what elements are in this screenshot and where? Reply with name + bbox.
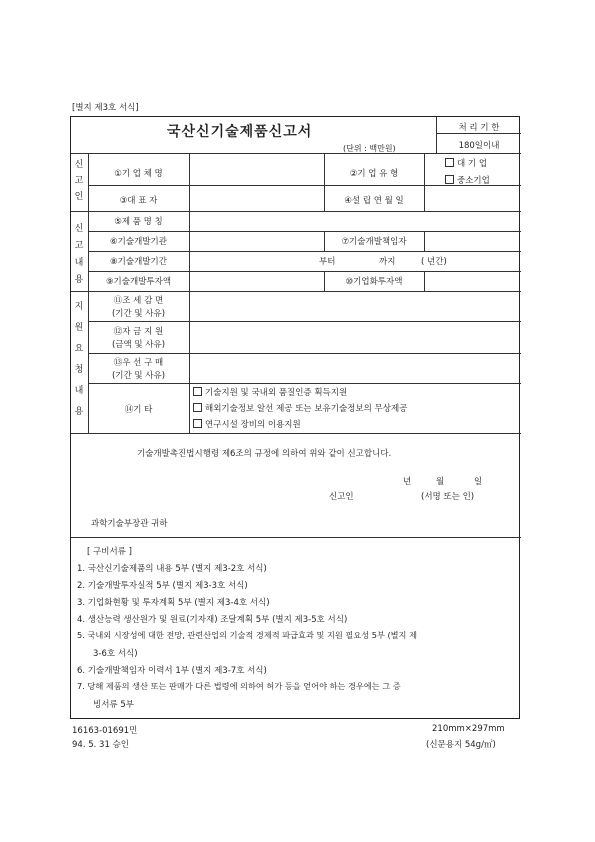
document-item: 7. 당해 제품의 생산 또는 판매가 다른 법령에 의하여 허가 등을 얻어야 하는 경우에는 그 증 bbox=[77, 681, 401, 691]
note-priority-purchase: (기간 및 사유) bbox=[111, 371, 166, 381]
option-tech-support-label: 기술지원 및 국내외 품질인증 획득지원 bbox=[205, 388, 348, 398]
document-item: 6. 기술개발책임자 이력서 1부 (별지 제3-7호 서식) bbox=[77, 666, 267, 676]
section-support-text: 지원요청내용 bbox=[74, 302, 84, 417]
section-reporter bbox=[71, 153, 87, 211]
date-month: 월 bbox=[436, 477, 445, 487]
unit-label: (단위 : 백만원) bbox=[343, 144, 396, 153]
deadline-label: 처 리 기 한 bbox=[458, 123, 500, 133]
label-funding: ⑫자 금 지 원 bbox=[113, 327, 164, 337]
deadline-value: 180일이내 bbox=[458, 141, 500, 151]
checkbox[interactable] bbox=[193, 419, 202, 428]
label-company-type: ②기 업 유 형 bbox=[349, 169, 399, 179]
document-item: 3. 기업화현황 및 투자계획 5부 (별지 제3-4호 서식) bbox=[77, 598, 270, 608]
period-years: ( 년간) bbox=[421, 257, 447, 267]
option-info-provision[interactable] bbox=[193, 402, 407, 414]
addressee: 과학기술부장관 귀하 bbox=[91, 519, 168, 529]
label-priority-purchase: ⑬우 선 구 매 bbox=[113, 358, 164, 368]
label-dev-manager: ⑦기술개발책임자 bbox=[341, 237, 407, 247]
label-company-name: ①기 업 체 명 bbox=[114, 169, 163, 179]
footer-approval-date: 94. 5. 31 승인 bbox=[72, 740, 129, 750]
date-day: 일 bbox=[474, 477, 483, 487]
note-tax-reduction: (기간 및 사유) bbox=[111, 309, 166, 319]
period-from: 부터 bbox=[319, 257, 336, 267]
option-info-provision-label: 해외기술정보 알선 제공 또는 보유기술정보의 무상제공 bbox=[205, 404, 408, 414]
declaration-text: 기술개발촉진법시행령 제6조의 규정에 의하여 위와 같이 신고합니다. bbox=[137, 449, 392, 459]
report-form-table bbox=[70, 116, 520, 719]
label-developer: ⑥기술개발기관 bbox=[110, 237, 167, 247]
footer-paper-size: 210mm×297mm bbox=[432, 724, 505, 734]
label-commercial-investment: ⑩기업화투자액 bbox=[345, 277, 403, 287]
section-details-text: 신고내용 bbox=[74, 224, 84, 285]
checkbox[interactable] bbox=[193, 403, 202, 412]
document-item: 빙서류 5부 bbox=[93, 700, 134, 710]
signer-sign: (서명 또는 인) bbox=[421, 492, 475, 502]
option-sme[interactable] bbox=[445, 174, 490, 186]
label-tax-reduction: ⑪조 세 감 면 bbox=[113, 296, 164, 306]
date-year: 년 bbox=[403, 477, 412, 487]
document-item: 2. 기술개발투자실적 5부 (별지 제3-3호 서식) bbox=[77, 581, 248, 591]
checkbox[interactable] bbox=[445, 158, 454, 167]
footer-paper-type: (신문용지 54g/㎡) bbox=[426, 740, 496, 750]
label-product-name: ⑤제 품 명 칭 bbox=[114, 217, 163, 227]
documents-header: [ 구비서류 ] bbox=[87, 547, 132, 557]
form-number: [별지 제3호 서식] bbox=[72, 103, 139, 113]
option-sme-label: 중소기업 bbox=[457, 176, 490, 186]
document-item: 5. 국내외 시장성에 대한 전망, 관련산업의 기술적 경제적 파급효과 및 지원 필요성 5부 (별지 제 bbox=[77, 630, 417, 640]
checkbox[interactable] bbox=[193, 387, 202, 396]
period-to: 까지 bbox=[379, 257, 396, 267]
form-title: 국산신기술제품신고서 bbox=[167, 124, 313, 140]
option-tech-support[interactable] bbox=[193, 386, 347, 398]
checkbox[interactable] bbox=[445, 175, 454, 184]
document-item: 3-6호 서식) bbox=[93, 649, 138, 659]
label-other: ⑭기 타 bbox=[124, 405, 153, 415]
section-reporter-text: 신고인 bbox=[74, 160, 84, 202]
section-details bbox=[71, 211, 87, 291]
option-large-company[interactable] bbox=[445, 157, 487, 169]
label-dev-period: ⑧기술개발기간 bbox=[110, 257, 167, 267]
label-representative: ③대 표 자 bbox=[119, 196, 158, 206]
footer-approval-number: 16163-01691민 bbox=[72, 726, 138, 736]
signer-label: 신고인 bbox=[329, 492, 354, 502]
option-facility-support[interactable] bbox=[193, 418, 301, 430]
document-item: 4. 생산능력 생산원가 및 원료(기자재) 조달계획 5부 (별지 제3-5호 서식) bbox=[77, 615, 348, 625]
option-large-company-label: 대 기 업 bbox=[457, 159, 488, 169]
note-funding: (금액 및 사유) bbox=[111, 340, 166, 350]
label-established: ④설 립 연 월 일 bbox=[344, 196, 404, 206]
section-support bbox=[71, 291, 87, 433]
label-dev-investment: ⑨기술개발투자액 bbox=[105, 277, 172, 287]
document-item: 1. 국산신기술제품의 내용 5부 (별지 제3-2호 서식) bbox=[77, 564, 267, 574]
option-facility-support-label: 연구시설 장비의 이용지원 bbox=[205, 420, 301, 430]
